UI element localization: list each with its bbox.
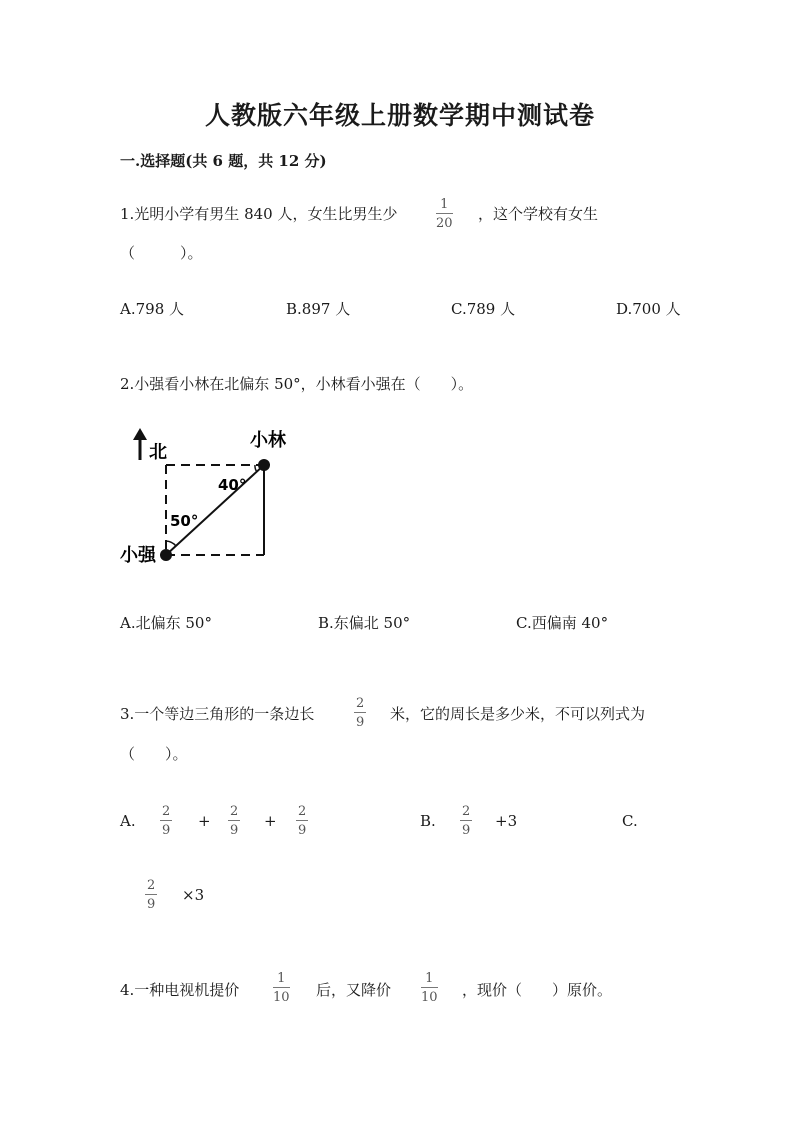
fraction-numerator: 2 <box>462 804 471 819</box>
north-label: 北 <box>149 442 167 463</box>
q3-option-a-fraction-3 <box>296 805 308 837</box>
q3-fraction <box>354 697 366 729</box>
q1-option-c[interactable]: C.789 人 <box>451 300 516 318</box>
xiaoqiang-point <box>160 549 172 561</box>
q3-option-a-plus-1: + <box>198 812 211 830</box>
section-heading: 一.选择题(共 6 题，共 12 分) <box>120 152 327 170</box>
q1-fraction <box>436 198 453 230</box>
fraction-numerator: 2 <box>230 804 239 819</box>
q3-option-a-fraction-1 <box>160 805 172 837</box>
q3-option-b-fraction <box>460 805 472 837</box>
fraction-denominator: 10 <box>421 990 438 1005</box>
fraction-denominator: 9 <box>356 715 365 730</box>
angle-arc-bottom <box>166 541 176 546</box>
fraction-numerator: 2 <box>147 878 156 893</box>
q2-option-c[interactable]: C.西偏南 40° <box>516 614 609 632</box>
fraction-numerator: 1 <box>440 197 449 212</box>
fraction-denominator: 10 <box>273 990 290 1005</box>
q3-option-c-fraction <box>145 879 157 911</box>
q3-blank: （ ）。 <box>120 745 188 763</box>
xiaoqiang-label: 小强 <box>120 545 156 566</box>
q4-text: 4.一种电视机提价 <box>120 981 240 999</box>
direction-figure <box>118 422 288 572</box>
north-arrow-icon <box>133 428 147 440</box>
fraction-denominator: 20 <box>436 216 453 231</box>
q3-option-c-tail: ×3 <box>182 886 205 904</box>
q1-option-b[interactable]: B.897 人 <box>286 300 351 318</box>
fraction-denominator: 9 <box>462 823 471 838</box>
fraction-numerator: 2 <box>298 804 307 819</box>
q3-option-a-label[interactable]: A. <box>120 812 136 830</box>
angle-arc-top <box>255 465 257 472</box>
fraction-denominator: 9 <box>298 823 307 838</box>
q4-fraction-2 <box>421 972 438 1004</box>
q3-option-a-plus-2: + <box>264 812 277 830</box>
angle-label-top: 40° <box>218 476 247 494</box>
q2-option-b[interactable]: B.东偏北 50° <box>318 614 411 632</box>
q2-text: 2.小强看小林在北偏东 50°，小林看小强在（ ）。 <box>120 375 474 393</box>
q1-text: 1.光明小学有男生 840 人，女生比男生少 <box>120 205 398 223</box>
q1-blank: （ ）。 <box>120 244 203 262</box>
fraction-denominator: 9 <box>162 823 171 838</box>
q3-text-suffix: 米，它的周长是多少米，不可以列式为 <box>390 705 646 723</box>
fraction-numerator: 2 <box>356 696 365 711</box>
fraction-numerator: 1 <box>425 971 434 986</box>
fraction-denominator: 9 <box>147 897 156 912</box>
q3-text: 3.一个等边三角形的一条边长 <box>120 705 315 723</box>
xiaolin-label: 小林 <box>250 430 286 451</box>
q1-text-suffix: ，这个学校有女生 <box>478 205 599 223</box>
q3-option-c-label[interactable]: C. <box>622 812 638 830</box>
q3-option-b-tail: +3 <box>495 812 518 830</box>
xiaolin-point <box>258 459 270 471</box>
q1-option-d[interactable]: D.700 人 <box>616 300 681 318</box>
fraction-numerator: 2 <box>162 804 171 819</box>
q4-fraction-1 <box>273 972 290 1004</box>
q3-option-b-label[interactable]: B. <box>420 812 436 830</box>
page-title: 人教版六年级上册数学期中测试卷 <box>204 101 595 130</box>
fraction-denominator: 9 <box>230 823 239 838</box>
q1-option-a[interactable]: A.798 人 <box>120 300 184 318</box>
q3-option-a-fraction-2 <box>228 805 240 837</box>
direction-line <box>166 465 264 555</box>
q2-option-a[interactable]: A.北偏东 50° <box>120 614 212 632</box>
fraction-numerator: 1 <box>277 971 286 986</box>
q4-text-suffix: ，现价（ ）原价。 <box>462 981 613 999</box>
q4-text-middle: 后，又降价 <box>316 981 392 999</box>
angle-label-bottom: 50° <box>170 512 199 530</box>
